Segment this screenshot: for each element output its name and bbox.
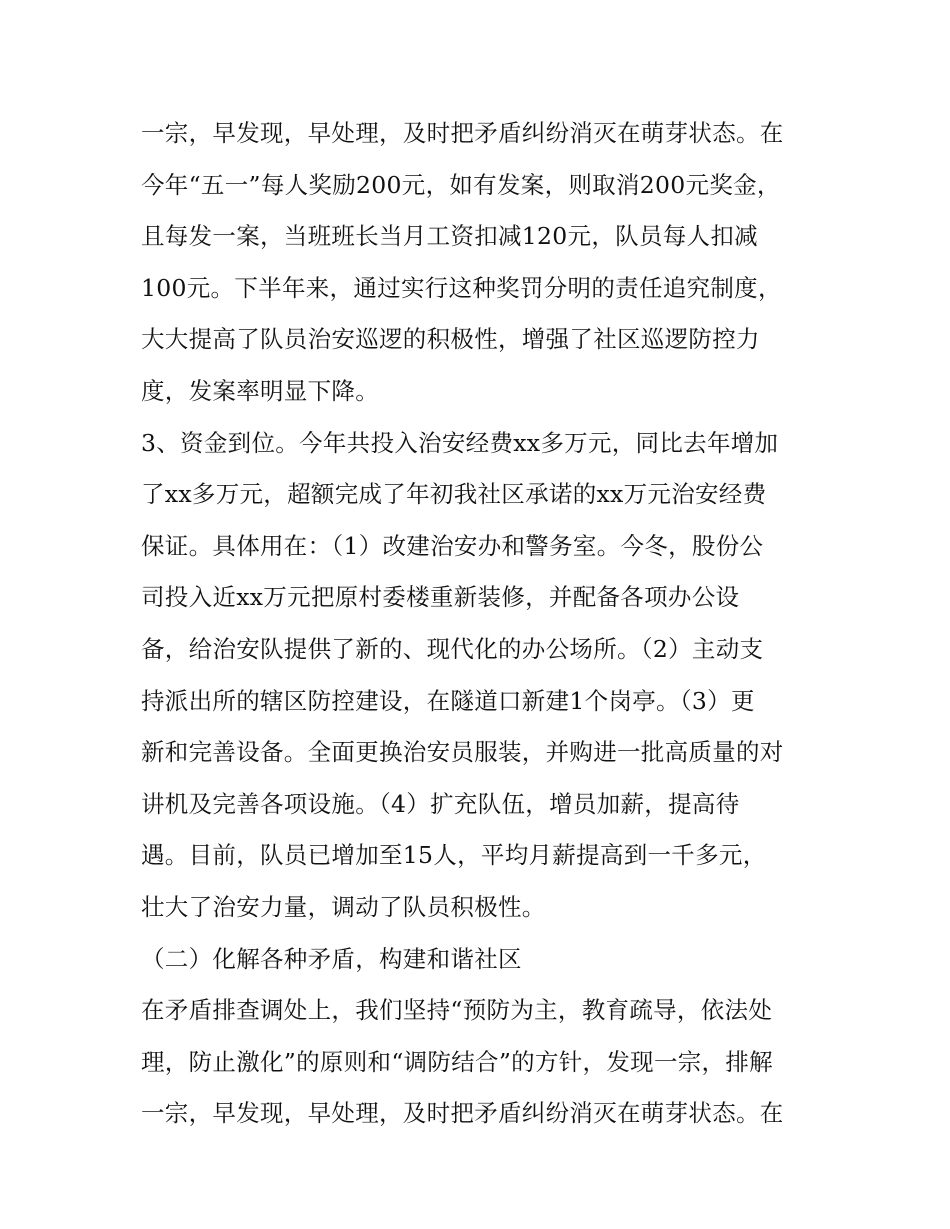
text-line: 度，发案率明显下降。: [141, 376, 379, 405]
body-text: [141, 108, 831, 1140]
text-line: 持派出所的辖区防控建设，在隧道口新建1个岗亭。（3）更: [141, 686, 755, 715]
text-line: 备，给治安队提供了新的、现代化的办公场所。（2）主动支: [141, 634, 764, 663]
text-line: 司投入近xx万元把原村委楼重新装修，并配备各项办公设: [141, 583, 740, 612]
text-line: 3、资金到位。今年共投入治安经费xx多万元，同比去年增加: [141, 428, 779, 457]
text-line: 理，防止激化”的原则和“调防结合”的方针，发现一宗，排解: [141, 1047, 773, 1076]
text-line: 大大提高了队员治安巡逻的积极性，增强了社区巡逻防控力: [141, 325, 760, 354]
text-line: 今年“五一”每人奖励200元，如有发案，则取消200元奖金，: [141, 170, 781, 199]
text-line: 保证。具体用在：（1）改建治安办和警务室。今冬，股份公: [141, 531, 764, 560]
text-line: 一宗，早发现，早处理，及时把矛盾纠纷消灭在萌芽状态。在: [141, 1099, 784, 1128]
text-line: 在矛盾排查调处上，我们坚持“预防为主，教育疏导，依法处: [141, 996, 773, 1025]
text-line: 了xx多万元，超额完成了年初我社区承诺的xx万元治安经费: [141, 480, 767, 509]
text-line: 100元。下半年来，通过实行这种奖罚分明的责任追究制度，: [141, 273, 782, 302]
text-line: 且每发一案，当班班长当月工资扣减120元，队员每人扣减: [141, 222, 758, 251]
text-line: 讲机及完善各项设施。（4）扩充队伍，增员加薪，提高待: [141, 789, 740, 818]
section-heading: （二）化解各种矛盾，构建和谐社区: [141, 944, 522, 973]
text-line: 新和完善设备。全面更换治安员服装，并购进一批高质量的对: [141, 738, 784, 767]
text-line: 一宗，早发现，早处理，及时把矛盾纠纷消灭在萌芽状态。在: [141, 119, 784, 147]
text-line: 壮大了治安力量，调动了队员积极性。: [141, 892, 546, 921]
text-line: 遇。目前，队员已增加至15人，平均月薪提高到一千多元，: [141, 841, 767, 870]
